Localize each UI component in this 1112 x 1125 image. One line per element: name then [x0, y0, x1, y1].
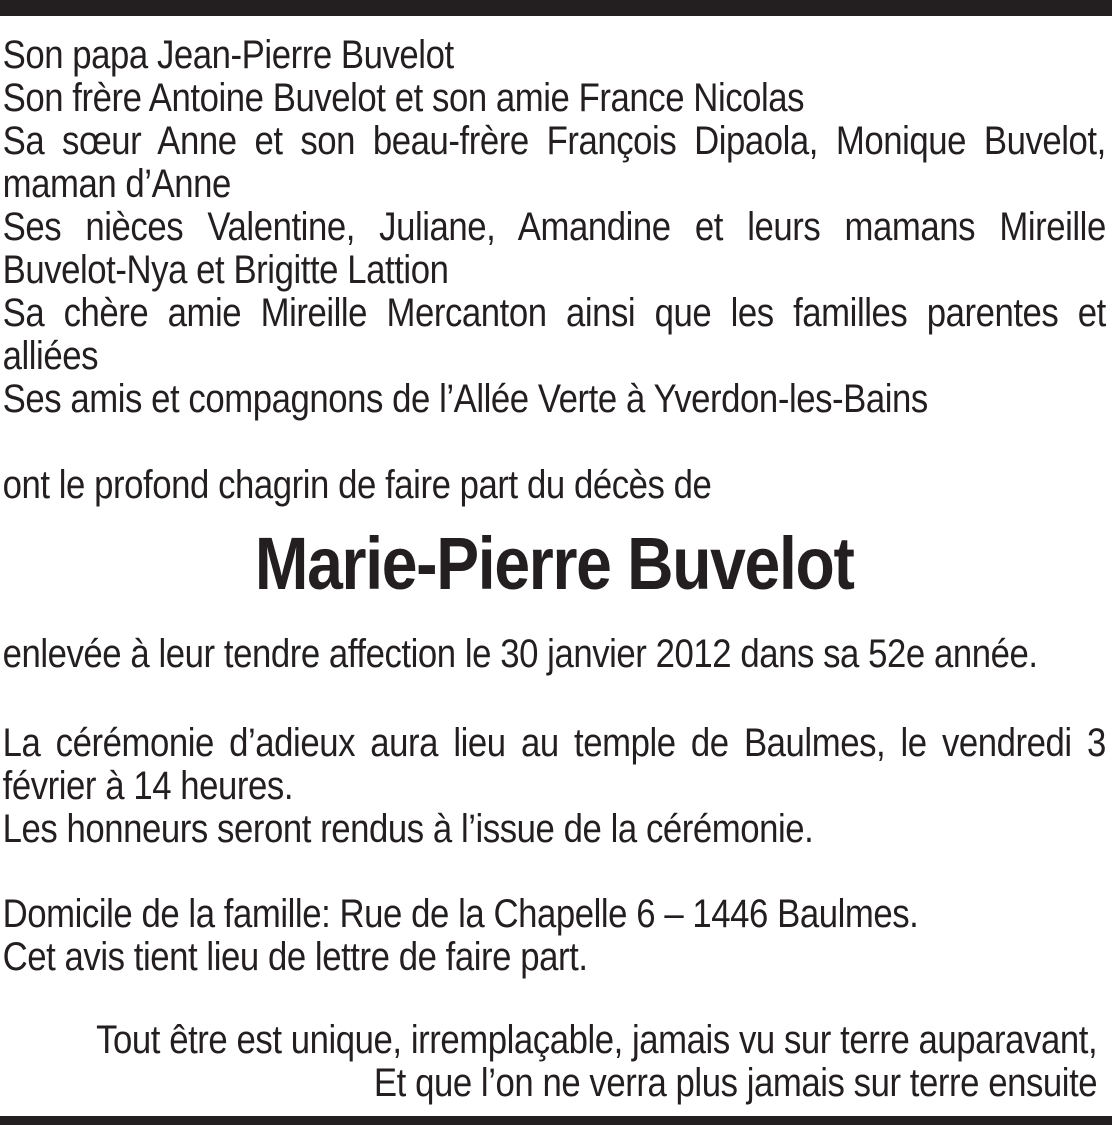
family-line: Son frère Antoine Buvelot et son amie France Nicolas [2, 76, 805, 120]
top-rule [0, 0, 1112, 16]
family-line: Ses nièces Valentine, Juliane, Amandine et leurs mamans Mireille Buvelot-Nya et Brigitte Lattion [2, 205, 1106, 292]
ceremony-line: La cérémonie d’adieux aura lieu au temple de Baulmes, le vendredi 3 février à 14 heures. [2, 721, 1106, 808]
family-line: Sa sœur Anne et son beau-frère François Dipaola, Monique Buvelot, maman d’Anne [2, 119, 1106, 206]
announcement-line: ont le profond chagrin de faire part du décès de [2, 463, 712, 507]
death-notice [0, 16, 1111, 1105]
family-line: Son papa Jean-Pierre Buvelot [2, 33, 454, 77]
death-line: enlevée à leur tendre affection le 30 janvier 2012 dans sa 52e année. [2, 632, 1038, 676]
epitaph-line: Et que l’on ne verra plus jamais sur terre ensuite [373, 1061, 1098, 1105]
bottom-rule [0, 1116, 1112, 1125]
deceased-name: Marie-Pierre Buvelot [254, 522, 854, 605]
honors-line: Les honneurs seront rendus à l’issue de la cérémonie. [2, 807, 814, 851]
family-line: Sa chère amie Mireille Mercanton ainsi que les familles parentes et alliées [2, 291, 1106, 378]
epitaph-line: Tout être est unique, irremplaçable, jamais vu sur terre auparavant, [96, 1018, 1098, 1062]
notice-purpose-line: Cet avis tient lieu de lettre de faire part. [2, 935, 588, 979]
family-line: Ses amis et compagnons de l’Allée Verte à Yverdon-les-Bains [2, 377, 928, 421]
family-address-line: Domicile de la famille: Rue de la Chapelle 6 – 1446 Baulmes. [2, 892, 919, 936]
